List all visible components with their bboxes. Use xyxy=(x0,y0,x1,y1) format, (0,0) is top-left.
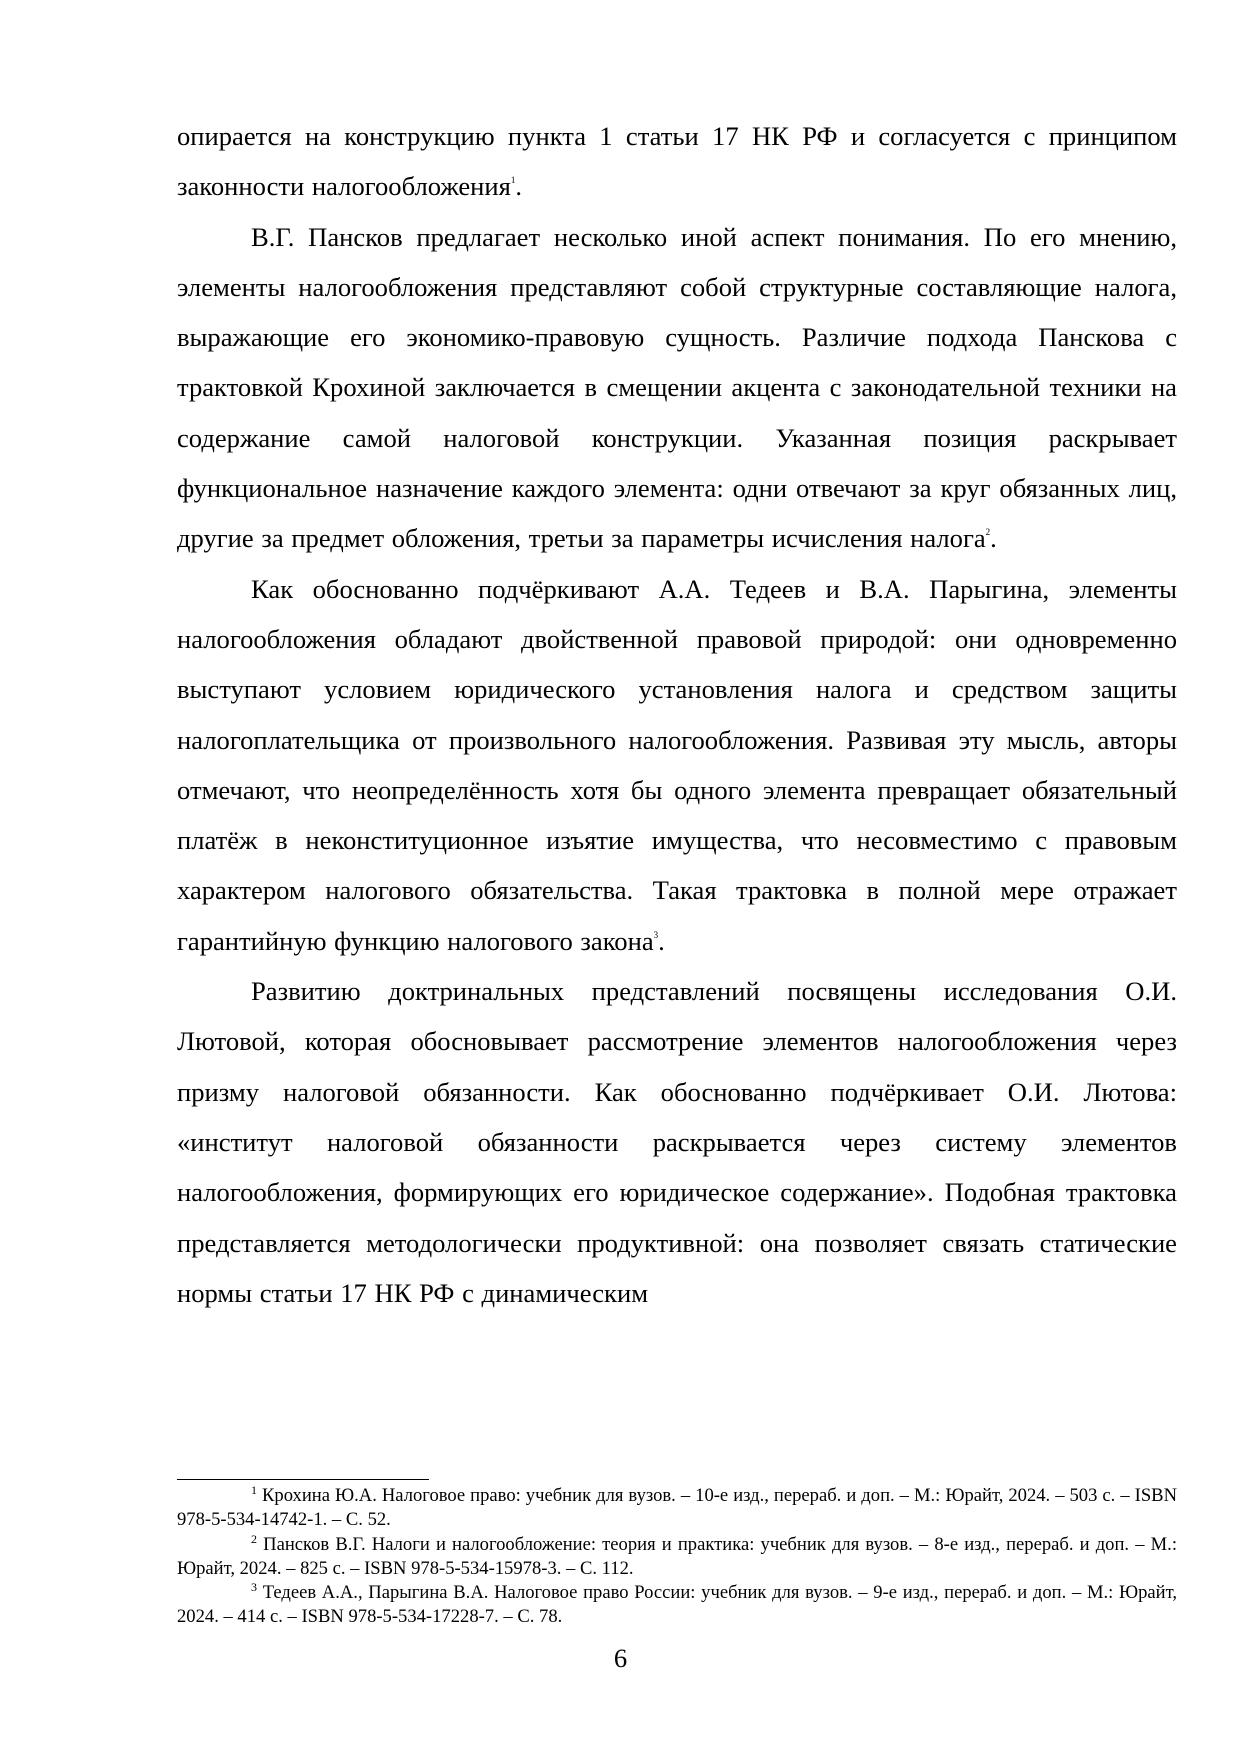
body-text xyxy=(177,111,1177,1318)
footnote-2 xyxy=(177,1533,1177,1582)
footnote-1 xyxy=(177,1484,1177,1533)
paragraph-2 xyxy=(177,212,1177,564)
footnote-text: Тедеев А.А., Парыгина В.А. Налоговое право России: учебник для вузов. – 9-е изд., перераб. и доп. – М.: Юрайт, 2024. – 414 с. – ISBN 978-5-534-17228-7. – С. 78. xyxy=(177,1582,1177,1628)
paragraph-text: . xyxy=(515,171,523,202)
paragraph-text: Развитию доктринальных представлений посвящены исследования О.И. Лютовой, которая обосновывает рассмотрение элементов налогообложения через призму налоговой обязанности. Как обоснованно подчёркивает О.И. Лютова: «институт налоговой обязанности раскрывается через систему элементов налогообложения, формирующих его юридическое содержание». Подобная трактовка представляется методологически продуктивной: она позволяет связать статические нормы статьи 17 НК РФ с динамическим xyxy=(177,976,1177,1308)
footnotes xyxy=(177,1484,1177,1630)
paragraph-text: В.Г. Пансков предлагает несколько иной аспект понимания. По его мнению, элементы налогообложения представляют собой структурные составляющие налога, выражающие его экономико-правовую сущность. Различие подхода Панскова с трактовкой Крохиной заключается в смещении акцента с законодательной техники на содержание самой налоговой конструкции. Указанная позиция раскрывает функциональное назначение каждого элемента: одни отвечают за круг обязанных лиц, другие за предмет обложения, третьи за параметры исчисления налога xyxy=(177,221,1177,554)
paragraph-1 xyxy=(177,111,1177,212)
footnote-mark: 2 xyxy=(251,1531,257,1546)
footnote-reference-1[interactable]: 1 xyxy=(510,175,516,186)
paragraph-text: опирается на конструкцию пункта 1 статьи 17 НК РФ и согласуется с принципом законности налогообложения xyxy=(177,121,1177,202)
page-number: 6 xyxy=(613,1643,628,1673)
footnote-3 xyxy=(177,1581,1177,1630)
footnote-text: Крохина Ю.А. Налоговое право: учебник для вузов. – 10-е изд., перераб. и доп. – М.: Юрайт, 2024. – 503 с. – ISBN 978-5-534-14742-1. – С. 52. xyxy=(177,1485,1177,1531)
paragraph-4 xyxy=(177,966,1177,1318)
footnote-text: Пансков В.Г. Налоги и налогообложение: теория и практика: учебник для вузов. – 8-е изд., перераб. и доп. – М.: Юрайт, 2024. – 825 с. – ISBN 978-5-534-15978-3. – С. 112. xyxy=(177,1533,1177,1579)
footnote-mark: 1 xyxy=(251,1483,257,1497)
paragraph-text: . xyxy=(990,523,997,554)
paragraph-text: Как обоснованно подчёркивают А.А. Тедеев и В.А. Парыгина, элементы налогообложения обладают двойственной правовой природой: они одновременно выступают условием юридического установления налога и средством защиты налогоплательщика от произвольного налогообложения. Развивая эту мысль, авторы отмечают, что неопределённость хотя бы одного элемента превращает обязательный платёж в неконституционное изъятие имущества, что несовместимо с правовым характером налогового обязательства. Такая трактовка в полной мере отражает гарантийную функцию налогового закона xyxy=(177,573,1177,956)
footnote-separator xyxy=(177,1479,429,1480)
paragraph-3 xyxy=(177,564,1177,966)
footnote-mark: 3 xyxy=(251,1580,257,1595)
footnote-reference-2[interactable]: 2 xyxy=(985,527,991,538)
footnote-reference-3[interactable]: 3 xyxy=(653,929,659,940)
paragraph-text: . xyxy=(658,925,665,956)
